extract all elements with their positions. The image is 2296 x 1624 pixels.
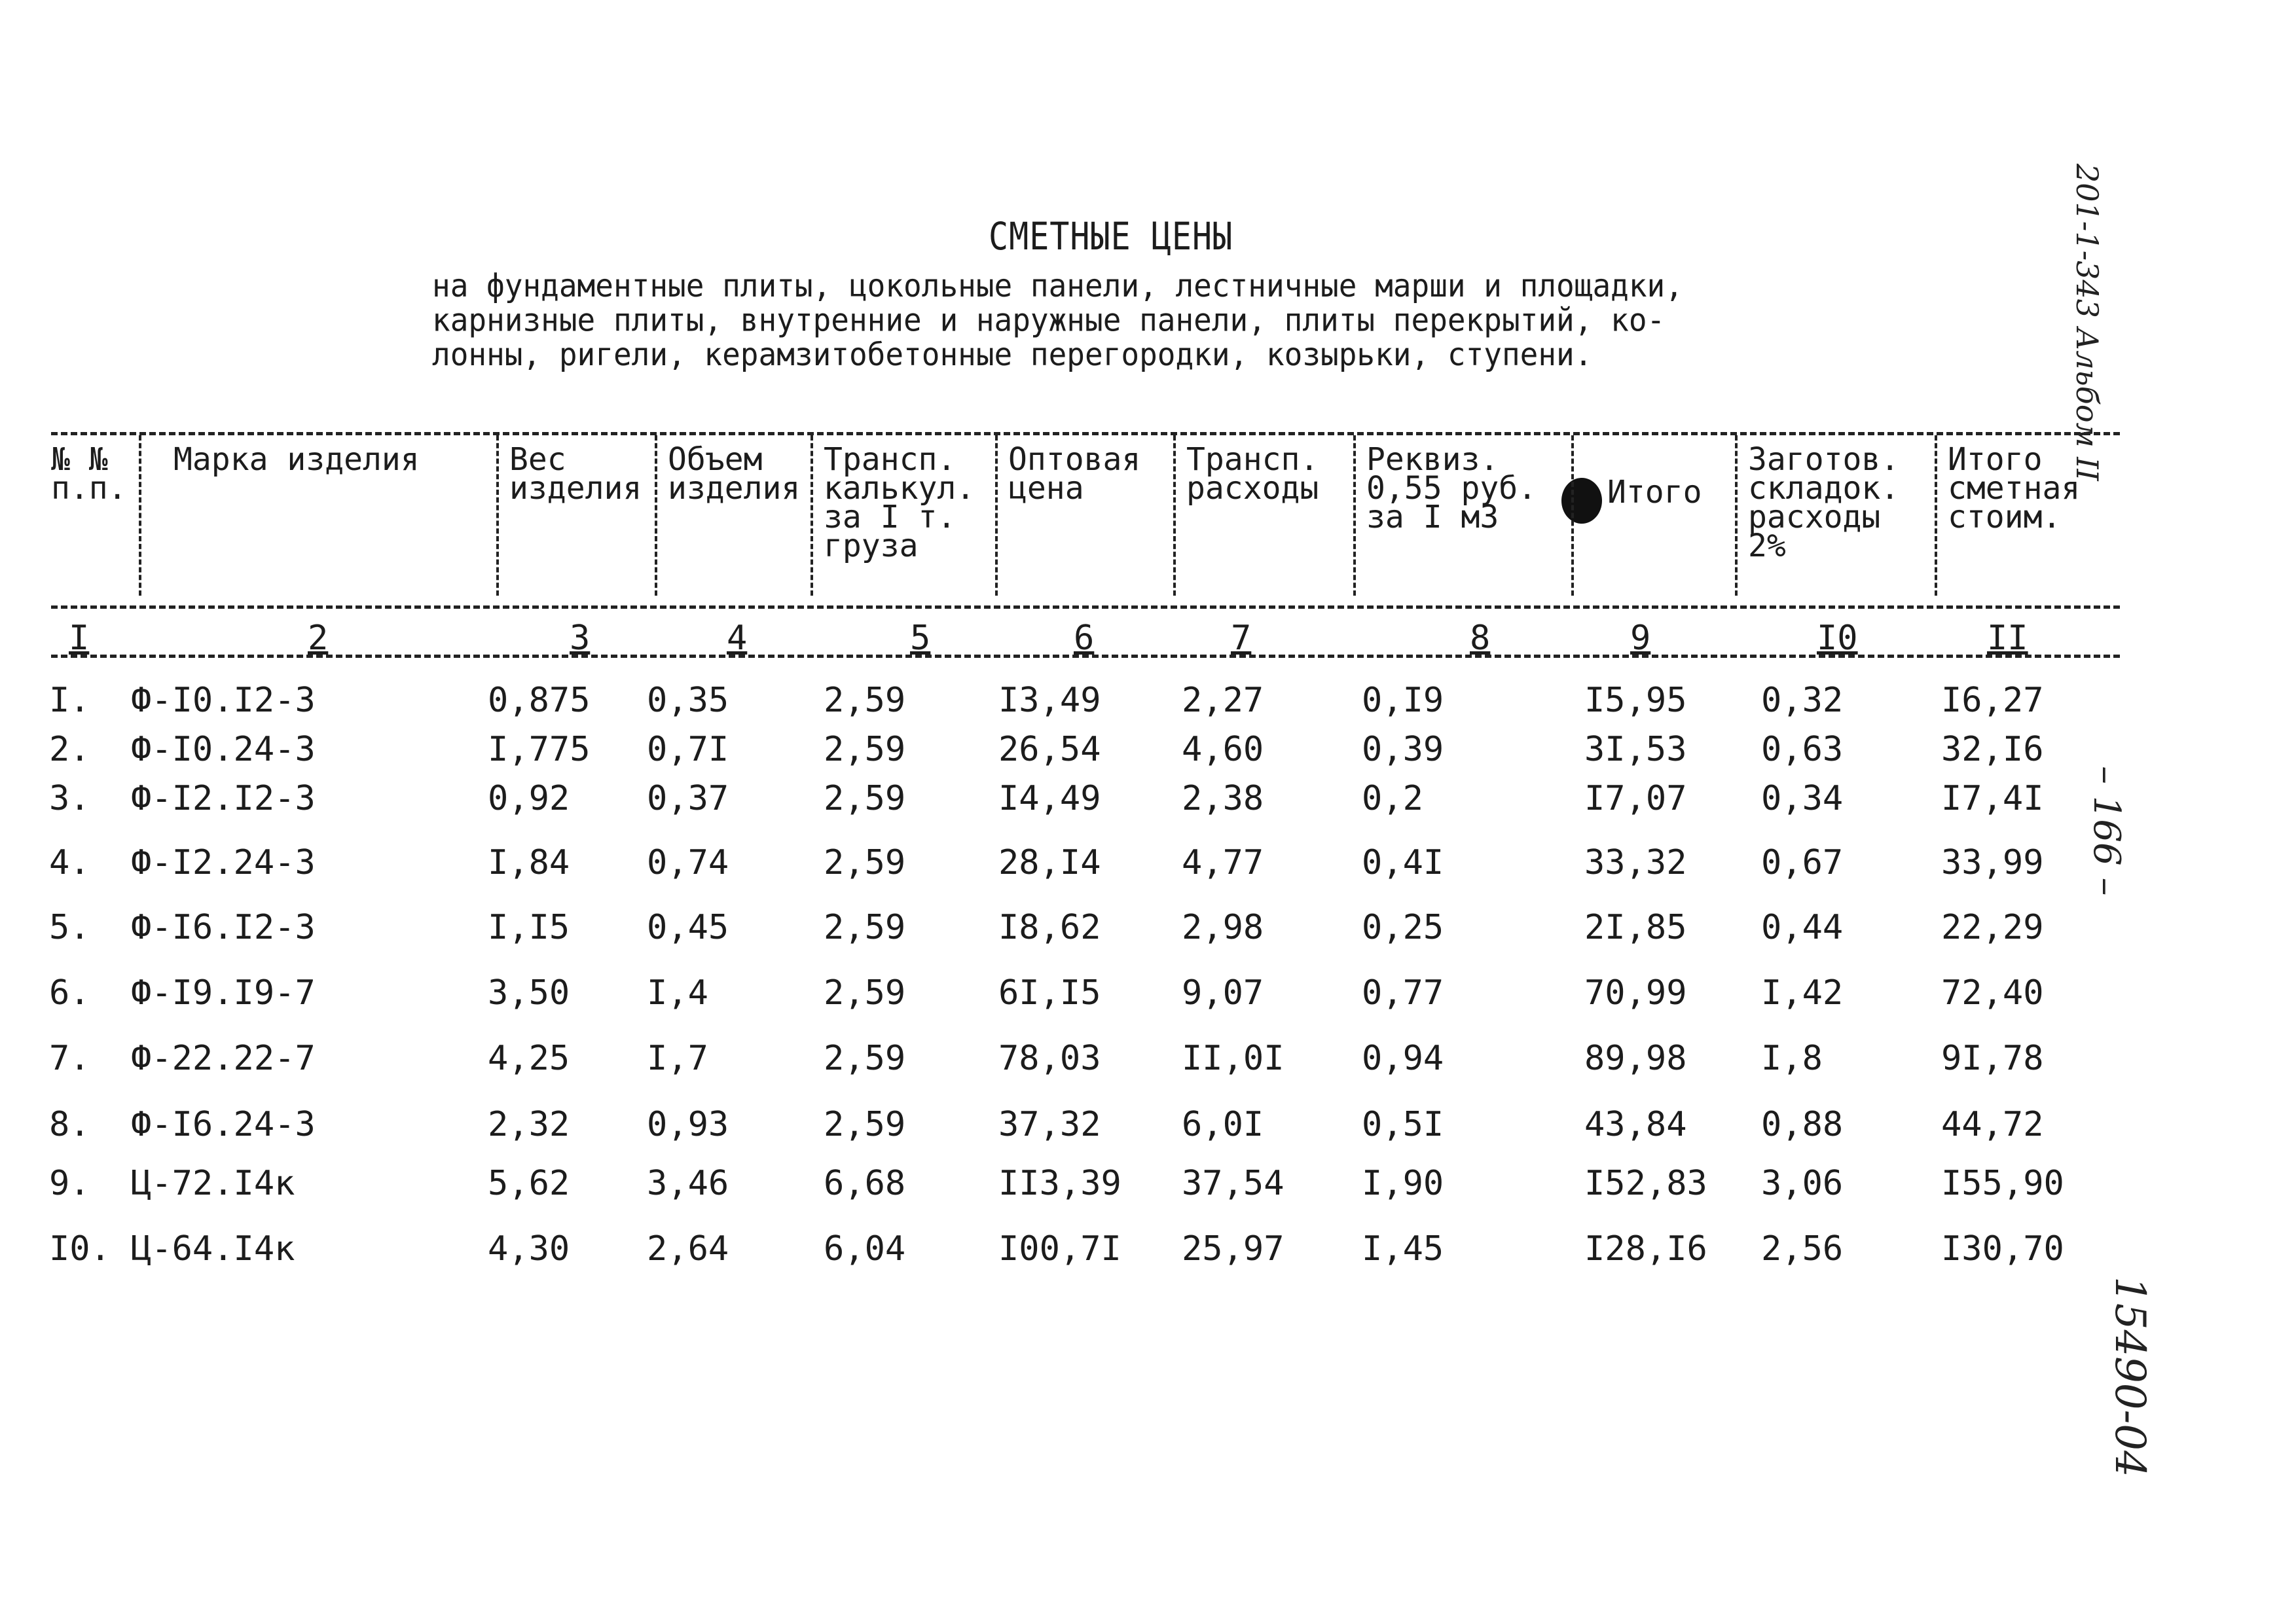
cell-transport-calc: 2,59 <box>824 681 906 720</box>
cell-weight: I,775 <box>488 730 591 769</box>
column-number: I0 <box>1817 619 1858 658</box>
cell-total: 43,84 <box>1584 1105 1687 1144</box>
margin-note-code: 15490-04 <box>2105 1276 2154 1477</box>
document-subtitle: на фундаментные плиты, цокольные панели, лестничные марши и площадки, карнизные плиты, внутренние и наружные панели, плиты перекрытий, ко- лонны, ригели, керамзитобетонные перегородки, козырьки, ступени. <box>432 266 1683 373</box>
cell-total: 3I,53 <box>1584 730 1687 769</box>
cell-wholesale-price: 6I,I5 <box>998 973 1101 1013</box>
cell-row-number: 6. <box>49 973 90 1013</box>
header-weight: Вес изделия <box>509 441 642 507</box>
header-row-number: № № п.п. <box>51 441 127 507</box>
cell-transport-costs: II,0I <box>1182 1039 1285 1078</box>
column-number: 9 <box>1630 619 1651 658</box>
cell-requisites: 0,5I <box>1362 1105 1444 1144</box>
cell-estimate-total: 22,29 <box>1941 908 2044 947</box>
column-number: 7 <box>1231 619 1252 658</box>
cell-transport-costs: 4,60 <box>1182 730 1264 769</box>
header-product-mark: Марка изделия <box>173 441 420 478</box>
cell-wholesale-price: I8,62 <box>998 908 1101 947</box>
cell-row-number: 4. <box>49 843 90 882</box>
cell-row-number: 9. <box>49 1164 90 1203</box>
cell-storage-costs: 3,06 <box>1761 1164 1844 1203</box>
cell-volume: 0,37 <box>647 779 729 818</box>
header-separator <box>496 435 499 596</box>
cell-row-number: 7. <box>49 1039 90 1078</box>
cell-transport-calc: 2,59 <box>824 973 906 1013</box>
cell-wholesale-price: 28,I4 <box>998 843 1101 882</box>
cell-weight: 0,875 <box>488 681 591 720</box>
cell-storage-costs: 0,34 <box>1761 779 1844 818</box>
column-number: 3 <box>570 619 591 658</box>
cell-requisites: 0,77 <box>1362 973 1444 1013</box>
header-estimate-total: Итого сметная стоим. <box>1948 441 2081 535</box>
cell-weight: I,84 <box>488 843 570 882</box>
cell-transport-costs: 2,38 <box>1182 779 1264 818</box>
cell-storage-costs: I,42 <box>1761 973 1844 1013</box>
header-separator <box>1353 435 1356 596</box>
cell-transport-costs: 2,27 <box>1182 681 1264 720</box>
cell-product-mark: Ф-22.22-7 <box>131 1039 316 1078</box>
cell-transport-calc: 2,59 <box>824 779 906 818</box>
cell-transport-costs: 37,54 <box>1182 1164 1285 1203</box>
cell-weight: 5,62 <box>488 1164 570 1203</box>
cell-total: I28,I6 <box>1584 1229 1707 1269</box>
header-separator <box>139 435 141 596</box>
header-separator <box>655 435 657 596</box>
cell-volume: 3,46 <box>647 1164 729 1203</box>
cell-weight: 0,92 <box>488 779 570 818</box>
cell-requisites: I,90 <box>1362 1164 1444 1203</box>
cell-volume: 2,64 <box>647 1229 729 1269</box>
cell-product-mark: Ф-I6.I2-3 <box>131 908 316 947</box>
header-separator <box>811 435 813 596</box>
cell-estimate-total: 32,I6 <box>1941 730 2044 769</box>
column-number: 5 <box>910 619 931 658</box>
cell-estimate-total: I55,90 <box>1941 1164 2064 1203</box>
cell-total: 2I,85 <box>1584 908 1687 947</box>
cell-estimate-total: 33,99 <box>1941 843 2044 882</box>
table-header-rule <box>51 605 2120 609</box>
cell-requisites: I,45 <box>1362 1229 1444 1269</box>
cell-transport-calc: 6,04 <box>824 1229 906 1269</box>
cell-requisites: 0,25 <box>1362 908 1444 947</box>
cell-estimate-total: 72,40 <box>1941 973 2044 1013</box>
header-wholesale-price: Оптовая цена <box>1008 441 1141 507</box>
cell-product-mark: Ф-I0.24-3 <box>131 730 316 769</box>
cell-wholesale-price: 37,32 <box>998 1105 1101 1144</box>
cell-total: 33,32 <box>1584 843 1687 882</box>
column-number: II <box>1987 619 2028 658</box>
cell-volume: I,7 <box>647 1039 708 1078</box>
cell-requisites: 0,2 <box>1362 779 1423 818</box>
cell-storage-costs: 0,32 <box>1761 681 1844 720</box>
document-title: СМЕТНЫЕ ЦЕНЫ <box>989 215 1233 259</box>
cell-product-mark: Ф-I2.24-3 <box>131 843 316 882</box>
cell-volume: 0,7I <box>647 730 729 769</box>
cell-row-number: 8. <box>49 1105 90 1144</box>
cell-wholesale-price: 78,03 <box>998 1039 1101 1078</box>
cell-transport-costs: 25,97 <box>1182 1229 1285 1269</box>
cell-wholesale-price: I4,49 <box>998 779 1101 818</box>
cell-storage-costs: 2,56 <box>1761 1229 1844 1269</box>
cell-wholesale-price: I3,49 <box>998 681 1101 720</box>
table-top-rule <box>51 432 2120 435</box>
header-separator <box>1571 435 1574 596</box>
margin-note-album: 201-1-343 Альбом II <box>2069 164 2105 481</box>
cell-transport-costs: 9,07 <box>1182 973 1264 1013</box>
header-separator <box>1173 435 1176 596</box>
cell-product-mark: Ф-I0.I2-3 <box>131 681 316 720</box>
cell-product-mark: Ф-I9.I9-7 <box>131 973 316 1013</box>
header-total: Итого <box>1607 474 1702 511</box>
cell-row-number: 5. <box>49 908 90 947</box>
cell-wholesale-price: 26,54 <box>998 730 1101 769</box>
cell-product-mark: Ф-I2.I2-3 <box>131 779 316 818</box>
column-number: 8 <box>1470 619 1491 658</box>
cell-storage-costs: 0,67 <box>1761 843 1844 882</box>
cell-transport-calc: 2,59 <box>824 908 906 947</box>
cell-transport-calc: 2,59 <box>824 843 906 882</box>
cell-requisites: 0,94 <box>1362 1039 1444 1078</box>
header-transport-costs: Трансп. расходы <box>1186 441 1319 507</box>
header-volume: Объем изделия <box>668 441 801 507</box>
cell-transport-calc: 6,68 <box>824 1164 906 1203</box>
cell-wholesale-price: II3,39 <box>998 1164 1121 1203</box>
header-separator <box>1935 435 1937 596</box>
column-number: 2 <box>308 619 329 658</box>
header-requisites: Реквиз. 0,55 руб. за I м3 <box>1366 441 1537 535</box>
cell-weight: 4,25 <box>488 1039 570 1078</box>
cell-transport-calc: 2,59 <box>824 1039 906 1078</box>
cell-weight: 2,32 <box>488 1105 570 1144</box>
cell-product-mark: Ц-72.I4к <box>131 1164 295 1203</box>
cell-total: 89,98 <box>1584 1039 1687 1078</box>
cell-estimate-total: 44,72 <box>1941 1105 2044 1144</box>
cell-row-number: 2. <box>49 730 90 769</box>
cell-total: I52,83 <box>1584 1164 1707 1203</box>
cell-storage-costs: I,8 <box>1761 1039 1823 1078</box>
cell-weight: 4,30 <box>488 1229 570 1269</box>
cell-requisites: 0,39 <box>1362 730 1444 769</box>
cell-total: 70,99 <box>1584 973 1687 1013</box>
cell-estimate-total: I6,27 <box>1941 681 2044 720</box>
page-number: – 166 – <box>2085 766 2128 896</box>
cell-volume: 0,35 <box>647 681 729 720</box>
header-storage-costs: Заготов. складок. расходы 2% <box>1748 441 1900 564</box>
column-number: 4 <box>727 619 748 658</box>
cell-volume: 0,45 <box>647 908 729 947</box>
cell-product-mark: Ц-64.I4к <box>131 1229 295 1269</box>
cell-transport-calc: 2,59 <box>824 730 906 769</box>
cell-row-number: I. <box>49 681 90 720</box>
cell-estimate-total: I7,4I <box>1941 779 2044 818</box>
cell-transport-calc: 2,59 <box>824 1105 906 1144</box>
cell-weight: 3,50 <box>488 973 570 1013</box>
cell-total: I7,07 <box>1584 779 1687 818</box>
cell-volume: 0,74 <box>647 843 729 882</box>
cell-storage-costs: 0,44 <box>1761 908 1844 947</box>
cell-transport-costs: 6,0I <box>1182 1105 1264 1144</box>
header-transport-calc: Трансп. калькул. за I т. груза <box>824 441 975 564</box>
ink-blot <box>1561 478 1602 524</box>
cell-estimate-total: 9I,78 <box>1941 1039 2044 1078</box>
cell-transport-costs: 2,98 <box>1182 908 1264 947</box>
cell-storage-costs: 0,63 <box>1761 730 1844 769</box>
cell-weight: I,I5 <box>488 908 570 947</box>
header-separator <box>1735 435 1738 596</box>
cell-requisites: 0,I9 <box>1362 681 1444 720</box>
cell-volume: 0,93 <box>647 1105 729 1144</box>
column-number: 6 <box>1074 619 1095 658</box>
cell-requisites: 0,4I <box>1362 843 1444 882</box>
column-number: I <box>69 619 90 658</box>
cell-row-number: I0. <box>49 1229 111 1269</box>
cell-wholesale-price: I00,7I <box>998 1229 1121 1269</box>
cell-volume: I,4 <box>647 973 708 1013</box>
cell-row-number: 3. <box>49 779 90 818</box>
header-separator <box>995 435 998 596</box>
cell-storage-costs: 0,88 <box>1761 1105 1844 1144</box>
cell-transport-costs: 4,77 <box>1182 843 1264 882</box>
cell-product-mark: Ф-I6.24-3 <box>131 1105 316 1144</box>
cell-total: I5,95 <box>1584 681 1687 720</box>
cell-estimate-total: I30,70 <box>1941 1229 2064 1269</box>
